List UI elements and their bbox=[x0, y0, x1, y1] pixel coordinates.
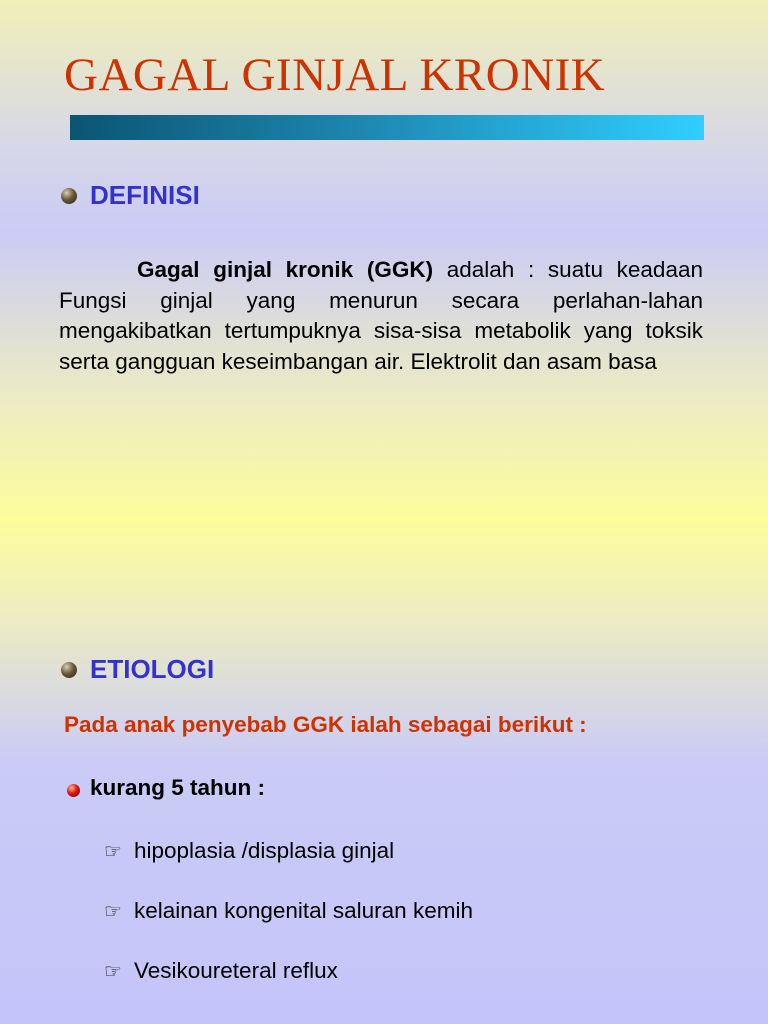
definisi-term: Gagal ginjal kronik (GGK) bbox=[137, 257, 434, 282]
definisi-heading: DEFINISI bbox=[90, 180, 200, 210]
definisi-paragraph bbox=[59, 255, 703, 377]
etiologi-heading: ETIOLOGI bbox=[90, 654, 215, 684]
pointing-hand-icon: ☞ bbox=[104, 841, 122, 863]
list-item-text: hipoplasia /displasia ginjal bbox=[134, 838, 395, 863]
title-underline-bar bbox=[70, 115, 704, 140]
slide-title: GAGAL GINJAL KRONIK bbox=[64, 49, 606, 101]
pointing-hand-icon: ☞ bbox=[104, 901, 122, 923]
list-item-text: Vesikoureteral reflux bbox=[134, 958, 338, 983]
pointing-hand-icon: ☞ bbox=[104, 961, 122, 983]
list-item bbox=[104, 838, 394, 864]
definisi-text: adalah : suatu keadaan Fungsi ginjal yang menurun secara perlahan-lahan mengakibatkan tertumpuknya sisa-sisa metabolik yang toksik serta gangguan keseimbangan air. Elektrolit dan asam basa bbox=[59, 257, 703, 374]
list-item-text: kelainan kongenital saluran kemih bbox=[134, 898, 473, 923]
list-item bbox=[104, 958, 338, 984]
list-item bbox=[104, 898, 473, 924]
etiologi-group-label: kurang 5 tahun : bbox=[90, 775, 266, 800]
etiologi-intro: Pada anak penyebab GGK ialah sebagai berikut : bbox=[64, 712, 587, 737]
etiologi-bullet-icon bbox=[61, 662, 77, 678]
group-bullet-icon bbox=[67, 784, 80, 797]
definisi-bullet-icon bbox=[61, 188, 77, 204]
